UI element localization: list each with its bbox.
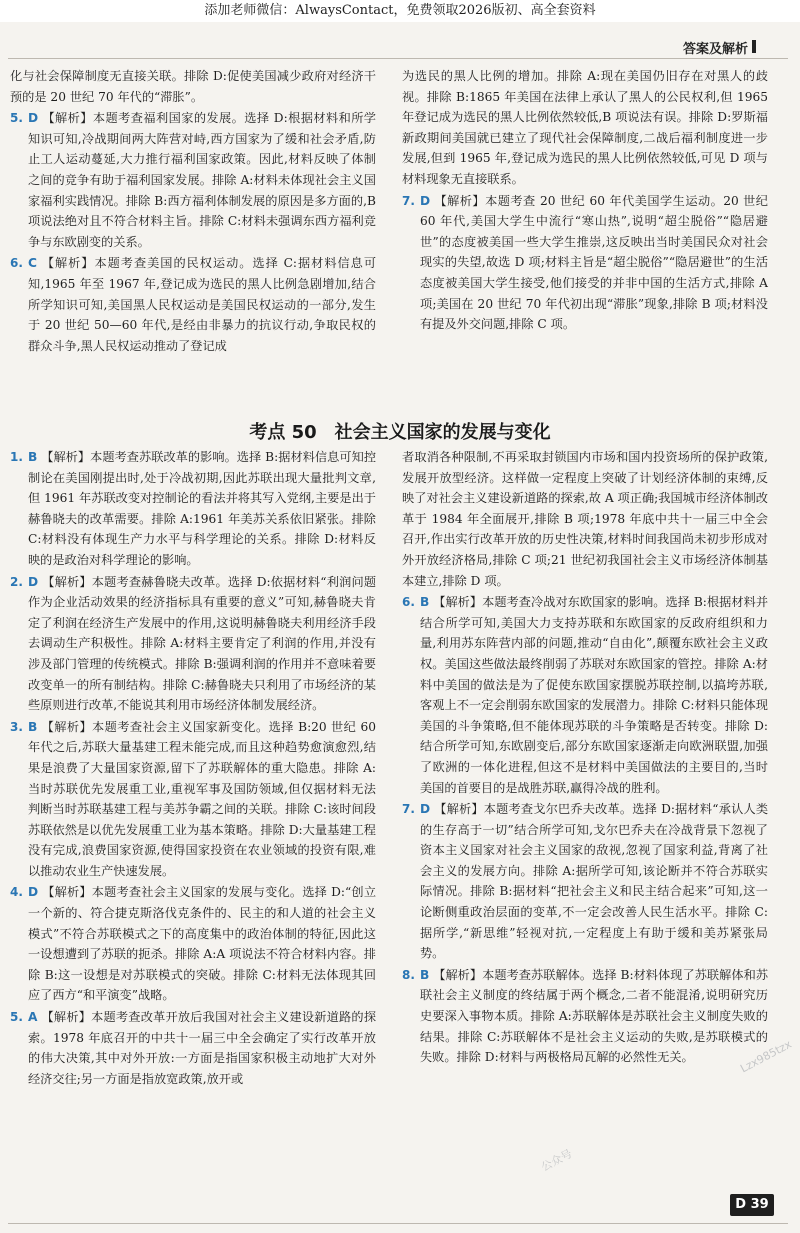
explanation-text: 【解析】本题考查赫鲁晓夫改革。选择 D:依据材料“利润问题作为企业活动效果的经济指标具有重要的意义”可知,赫鲁晓夫肯定了利润在经济生产发展中的作用,这说明赫鲁晓夫利用经济手段去调动生产积极性。排除 A:材料主要肯定了利润的作用,并没有涉及部门管理的传统模式。排除 B:强调利润的作用并不意味着要改变单一的所有制结构。排除 C:赫鲁晓夫只利用了市场经济的某些原则进行改革,不能说其利用市场经济体制发展经济。 [28, 574, 377, 713]
answer-item [10, 108, 376, 252]
continued-text [402, 66, 768, 190]
question-number: 6. [402, 595, 415, 610]
footer-rule [8, 1223, 788, 1224]
top-left-column [10, 66, 376, 357]
explanation-text: 化与社会保障制度无直接关联。排除 D:促使美国减少政府对经济干预的是 20 世纪 70 年代的“滞胀”。 [10, 69, 376, 104]
explanation-text: 【解析】本题考查社会主义国家的发展与变化。选择 D:“创立一个新的、符合捷克斯洛伐克条件的、民主的和人道的社会主义模式”不符合苏联模式之下的高度集中的政治体制的特征,因此这一设想遭到了苏联的扼杀。排除 A:A 项说法不符合材料内容。排除 B:这一设想是对苏联模式的突破。排除 C:材料无法体现其回应了西方“和平演变”战略。 [28, 885, 377, 1003]
answer-letter: D [420, 802, 431, 817]
answer-item [10, 447, 376, 571]
header-rule [8, 58, 788, 59]
answer-letter: D [28, 885, 39, 900]
answer-item [10, 1007, 376, 1089]
answer-letter: A [28, 1010, 38, 1025]
brand-bar [752, 40, 756, 53]
continued-text [10, 66, 376, 107]
question-number: 5. [10, 1010, 23, 1025]
header-brand: 答案及解析 [682, 42, 748, 57]
section-title: 考点 50 社会主义国家的发展与变化 [249, 422, 551, 443]
answer-letter: C [28, 256, 37, 271]
promo-banner: 添加老师微信：AlwaysContact，免费领取2026版初、高全套资料 [0, 0, 800, 22]
answer-letter: D [420, 193, 431, 208]
question-number: 4. [10, 885, 23, 900]
question-number: 8. [402, 967, 415, 982]
explanation-text: 【解析】本题考查改革开放后我国对社会主义建设新道路的探索。1978 年底召开的中共十一届三中全会确定了实行改革开放的伟大决策,其中对外开放:一方面是指国家积极主动地扩大对外经济交往;另一方面是指放宽政策,放开或 [28, 1010, 377, 1086]
answer-item [10, 717, 376, 882]
explanation-text: 【解析】本题考查苏联解体。选择 B:材料体现了苏联解体和苏联社会主义制度的终结属于两个概念,二者不能混淆,说明研究历史要深入事物本质。排除 A:苏联解体是苏联社会主义制度失败的结果。排除 C:苏联解体不是社会主义运动的失败,是苏联模式的失败。排除 D:材料与两极格局瓦解的必然性无关。 [420, 967, 769, 1065]
explanation-text: 【解析】本题考查 20 世纪 60 年代美国学生运动。20 世纪 60 年代,美国大学生中流行“寒山热”,说明“超尘脱俗”“隐居避世”的态度被美国一些大学生推崇,这反映出当时美国民众对社会现实的失望,故选 D 项;材料主旨是“超尘脱俗”“隐居避世”的生活态度被美国大学生接受,他们接受的并非中国的生活方式,排除 A 项;美国在 20 世纪 70 年代初出现“滞胀”现象,排除 B 项;材料没有提及外交问题,排除 C 项。 [420, 193, 768, 332]
explanation-text: 【解析】本题考查福利国家的发展。选择 D:根据材料和所学知识可知,冷战期间两大阵营对峙,西方国家为了缓和社会矛盾,防止工人运动蔓延,大力推行福利国家政策。因此,材料反映了体制之间的竞争有助于福利国家发展。排除 A:材料未体现社会主义国家福利实践情况。排除 B:西方福利体制发展的原因是多方面的,B 项说法绝对且不符合材料主旨。排除 C:材料未强调东西方福利竞争与东欧剧变的关系。 [28, 111, 376, 249]
explanation-text: 【解析】本题考查苏联改革的影响。选择 B:据材料信息可知控制论在美国刚提出时,处于冷战初期,因此苏联出现大量批判文章,但 1961 年苏联改变对控制论的看法并将其写入党纲,主要是出于赫鲁晓夫的改革需要。排除 A:1961 年美苏关系依旧紧张。排除 C:材料没有体现生产力水平与科学理论的关系。排除 D:材料反映的是政治对科学理论的影响。 [28, 450, 377, 567]
explanation-text: 为选民的黑人比例的增加。排除 A:现在美国仍旧存在对黑人的歧视。排除 B:1865 年美国在法律上承认了黑人的公民权利,但 1965 年登记成为选民的黑人比例依然较低,B 项说法有误。排除 D:罗斯福新政期间美国就已建立了现代社会保障制度,二战后福利制度进一步发展,但到 1965 年,登记成为选民的黑人比例依然较低,可见 D 项与材料现象无直接联系。 [402, 69, 768, 186]
question-number: 5. [10, 111, 23, 126]
watermark: 公众号 [539, 1146, 575, 1174]
question-number: 6. [10, 256, 23, 271]
question-number: 2. [10, 574, 23, 589]
bottom-left-column [10, 447, 376, 1090]
explanation-text: 【解析】本题考查美国的民权运动。选择 C:据材料信息可知,1965 年至 1967 年,登记成为选民的黑人比例急剧增加,结合所学知识可知,美国黑人民权运动是美国民权运动的一部分,发生于 20 世纪 50—60 年代,是经由非暴力的抗议行动,争取民权的群众斗争,黑人民权运动推动了登记成 [28, 256, 377, 353]
top-right-column [402, 66, 768, 336]
answer-item [10, 882, 376, 1006]
page-number: D 39 [730, 1194, 774, 1216]
answer-item [402, 799, 768, 964]
answer-letter: B [420, 967, 430, 982]
bottom-right-column [402, 447, 768, 1069]
explanation-text: 者取消各种限制,不再采取封锁国内市场和国内投资场所的保护政策,发展开放型经济。这样做一定程度上突破了计划经济体制的束缚,反映了对社会主义建设新道路的探索,故 A 项正确;我国城市经济体制改革于 1984 年全面展开,排除 B 项;1978 年底中共十一届三中全会召开,作出实行改革开放的历史性决策,材料时间我国尚未初步形成对外开放经济格局,排除 C 项;21 世纪初我国社会主义市场经济体制基本建立,排除 D 项。 [402, 450, 768, 588]
explanation-text: 【解析】本题考查冷战对东欧国家的影响。选择 B:根据材料并结合所学可知,美国大力支持苏联和东欧国家的反政府组织和力量,利用苏东阵营内部的问题,推动“自由化”,颠覆东欧社会主义政权。美国这些做法最终削弱了苏联对东欧国家的管控。排除 A:材料中美国的做法是为了促使东欧国家摆脱苏联控制,以搞垮苏联,客观上不一定会削弱东欧国家的发展潜力。排除 C:材料只能体现美国的斗争策略,但不能体现苏联的斗争策略是否转变。排除 D:结合所学可知,东欧剧变后,部分东欧国家逐渐走向欧洲联盟,加强了欧洲的一体化进程,但这不是材料中美国做法的主要目的,当时美国的首要目的是战胜苏联,赢得冷战的胜利。 [420, 595, 769, 795]
watermark: Lzx985tzx [738, 1037, 794, 1076]
continued-text [402, 447, 768, 591]
answer-letter: B [420, 595, 430, 610]
explanation-text: 【解析】本题考查戈尔巴乔夫改革。选择 D:据材料“承认人类的生存高于一切”结合所学可知,戈尔巴乔夫在冷战背景下忽视了资本主义国家对社会主义国家的敌视,忽视了国家利益,背离了社会主义的发展方向。排除 A:据所学可知,该论断并不符合苏联实际情况。排除 B:据材料“把社会主义和民主结合起来”可知,这一论断侧重政治层面的变革,不一定会改善人民生活水平。排除 C:据所学,“新思维”轻视对抗,一定程度上有助于缓和美苏紧张局势。 [420, 802, 769, 961]
answer-item [402, 592, 768, 798]
answer-item [10, 572, 376, 716]
answer-letter: B [28, 719, 38, 734]
answer-item [402, 191, 768, 335]
answer-letter: D [28, 574, 39, 589]
answer-letter: D [28, 111, 39, 126]
answer-item [402, 965, 768, 1068]
question-number: 7. [402, 193, 415, 208]
answer-letter: B [28, 450, 38, 464]
answer-item [10, 253, 376, 356]
question-number: 1. [10, 450, 23, 464]
question-number: 7. [402, 802, 415, 817]
question-number: 3. [10, 719, 23, 734]
explanation-text: 【解析】本题考查社会主义国家新变化。选择 B:20 世纪 60 年代之后,苏联大量基建工程未能完成,而且这种趋势愈演愈烈,结果是浪费了大量国家资源,留下了苏联解体的重大隐患。排除 A:当时苏联优先发展重工业,重视军事及国防领域,但仅据材料无法判断当时苏联基建工程与美苏争霸之间的关联。排除 C:该时间段苏联依然是以优先发展重工业为基本策略。排除 D:大量基建工程没有完成,浪费国家资源,使得国家投资在农业领域的投资有限,难以推动农业生产快速发展。 [28, 719, 377, 878]
